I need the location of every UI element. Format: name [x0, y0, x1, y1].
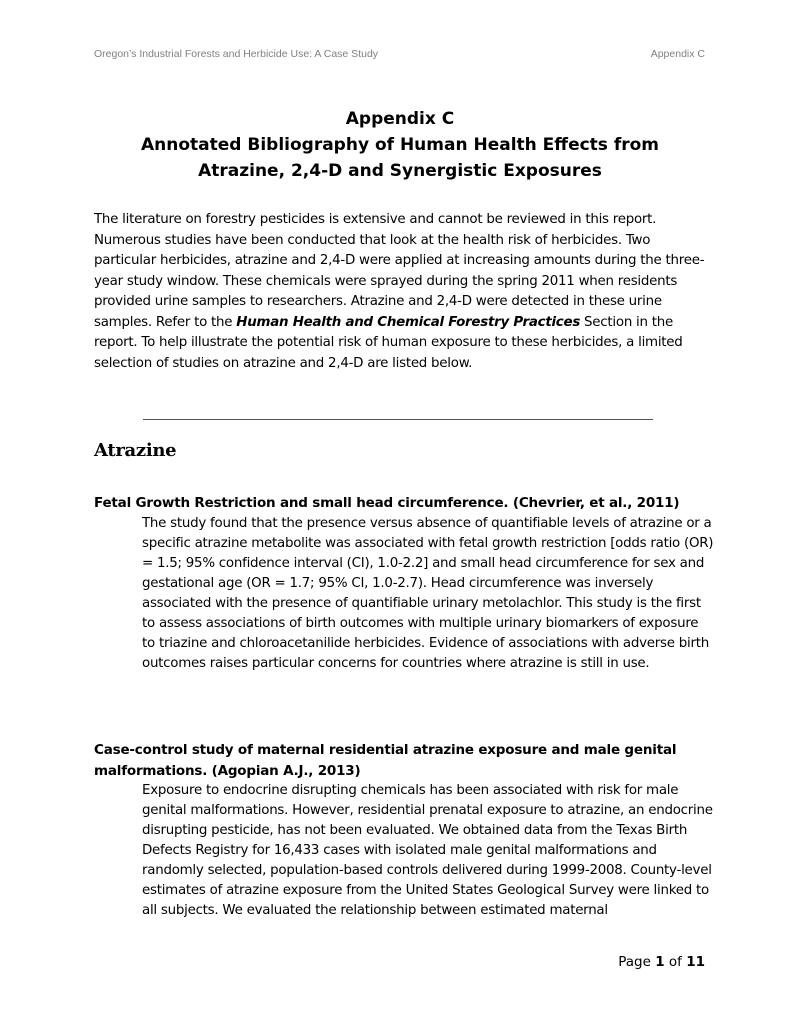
- page-title: [0, 106, 800, 184]
- page-number: [618, 954, 705, 970]
- entry-abstract: Exposure to endocrine disrupting chemicals has been associated with risk for male genital malformations. However, residential prenatal exposure to atrazine, an endocrine disrupting pesticide, has not been evaluated. We obtained data from the Texas Birth Defects Registry for 16,433 cases with isolated male genital malformations and randomly selected, population-based controls delivered during 1999-2008. County-level estimates of atrazine exposure from the United States Geological Survey were linked to all subjects. We evaluated the relationship between estimated maternal: [142, 783, 713, 918]
- title-line-2: Annotated Bibliography of Human Health Effects from: [140, 135, 660, 155]
- intro-text-1: The literature on forestry pesticides is extensive and cannot be reviewed in this report. Numerous studies have been conducted that look at the health risk of herbicides. Two particular herbicides, atrazine and 2,4-D were applied at increasing amounts during the three-year study window. These chemicals were sprayed during the spring 2011 when residents provided urine samples to researchers. Atrazine and 2,4-D were detected in these urine samples. Refer to the: [94, 212, 705, 330]
- page-of-label: of: [668, 954, 682, 970]
- title-line-3: Atrazine, 2,4-D and Synergistic Exposures: [198, 161, 602, 181]
- running-header-section: Appendix C: [650, 48, 705, 60]
- page-total: 11: [686, 954, 705, 970]
- title-line-1: Appendix C: [345, 109, 455, 129]
- intro-text-2: Section in the report. To help illustrate the potential risk of human exposure to these herbicides, a limited selection of studies on atrazine and 2,4-D are listed below.: [94, 314, 683, 371]
- page-label: Page: [618, 954, 651, 970]
- section-heading: Atrazine: [94, 440, 177, 461]
- bibliography-entry: [94, 740, 714, 921]
- bibliography-entry: [94, 493, 714, 674]
- page-current: 1: [655, 954, 665, 970]
- entry-abstract: The study found that the presence versus absence of quantifiable levels of atrazine or a specific atrazine metabolite was associated with fetal growth restriction [odds ratio (OR) = 1.5; 95% confidence interval (CI), 1.0-2.2] and small head circumference for sex and gestational age (OR = 1.7; 95% CI, 1.0-2.7). Head circumference was inversely associated with the presence of quantifiable urinary metolachlor. This study is the first to assess associations of birth outcomes with multiple urinary biomarkers of exposure to triazine and chloroacetanilide herbicides. Evidence of associations with adverse birth outcomes raises particular concerns for countries where atrazine is still in use.: [142, 515, 714, 671]
- running-header-title: Oregon’s Industrial Forests and Herbicide Use: A Case Study: [94, 48, 379, 60]
- entry-title: Case-control study of maternal residential atrazine exposure and male genital malformations. (Agopian A.J., 2013): [94, 742, 677, 779]
- horizontal-divider: [143, 419, 653, 420]
- intro-paragraph: [94, 210, 714, 374]
- intro-emphasis: Human Health and Chemical Forestry Practices: [236, 314, 581, 330]
- entry-title: Fetal Growth Restriction and small head circumference. (Chevrier, et al., 2011): [94, 495, 680, 511]
